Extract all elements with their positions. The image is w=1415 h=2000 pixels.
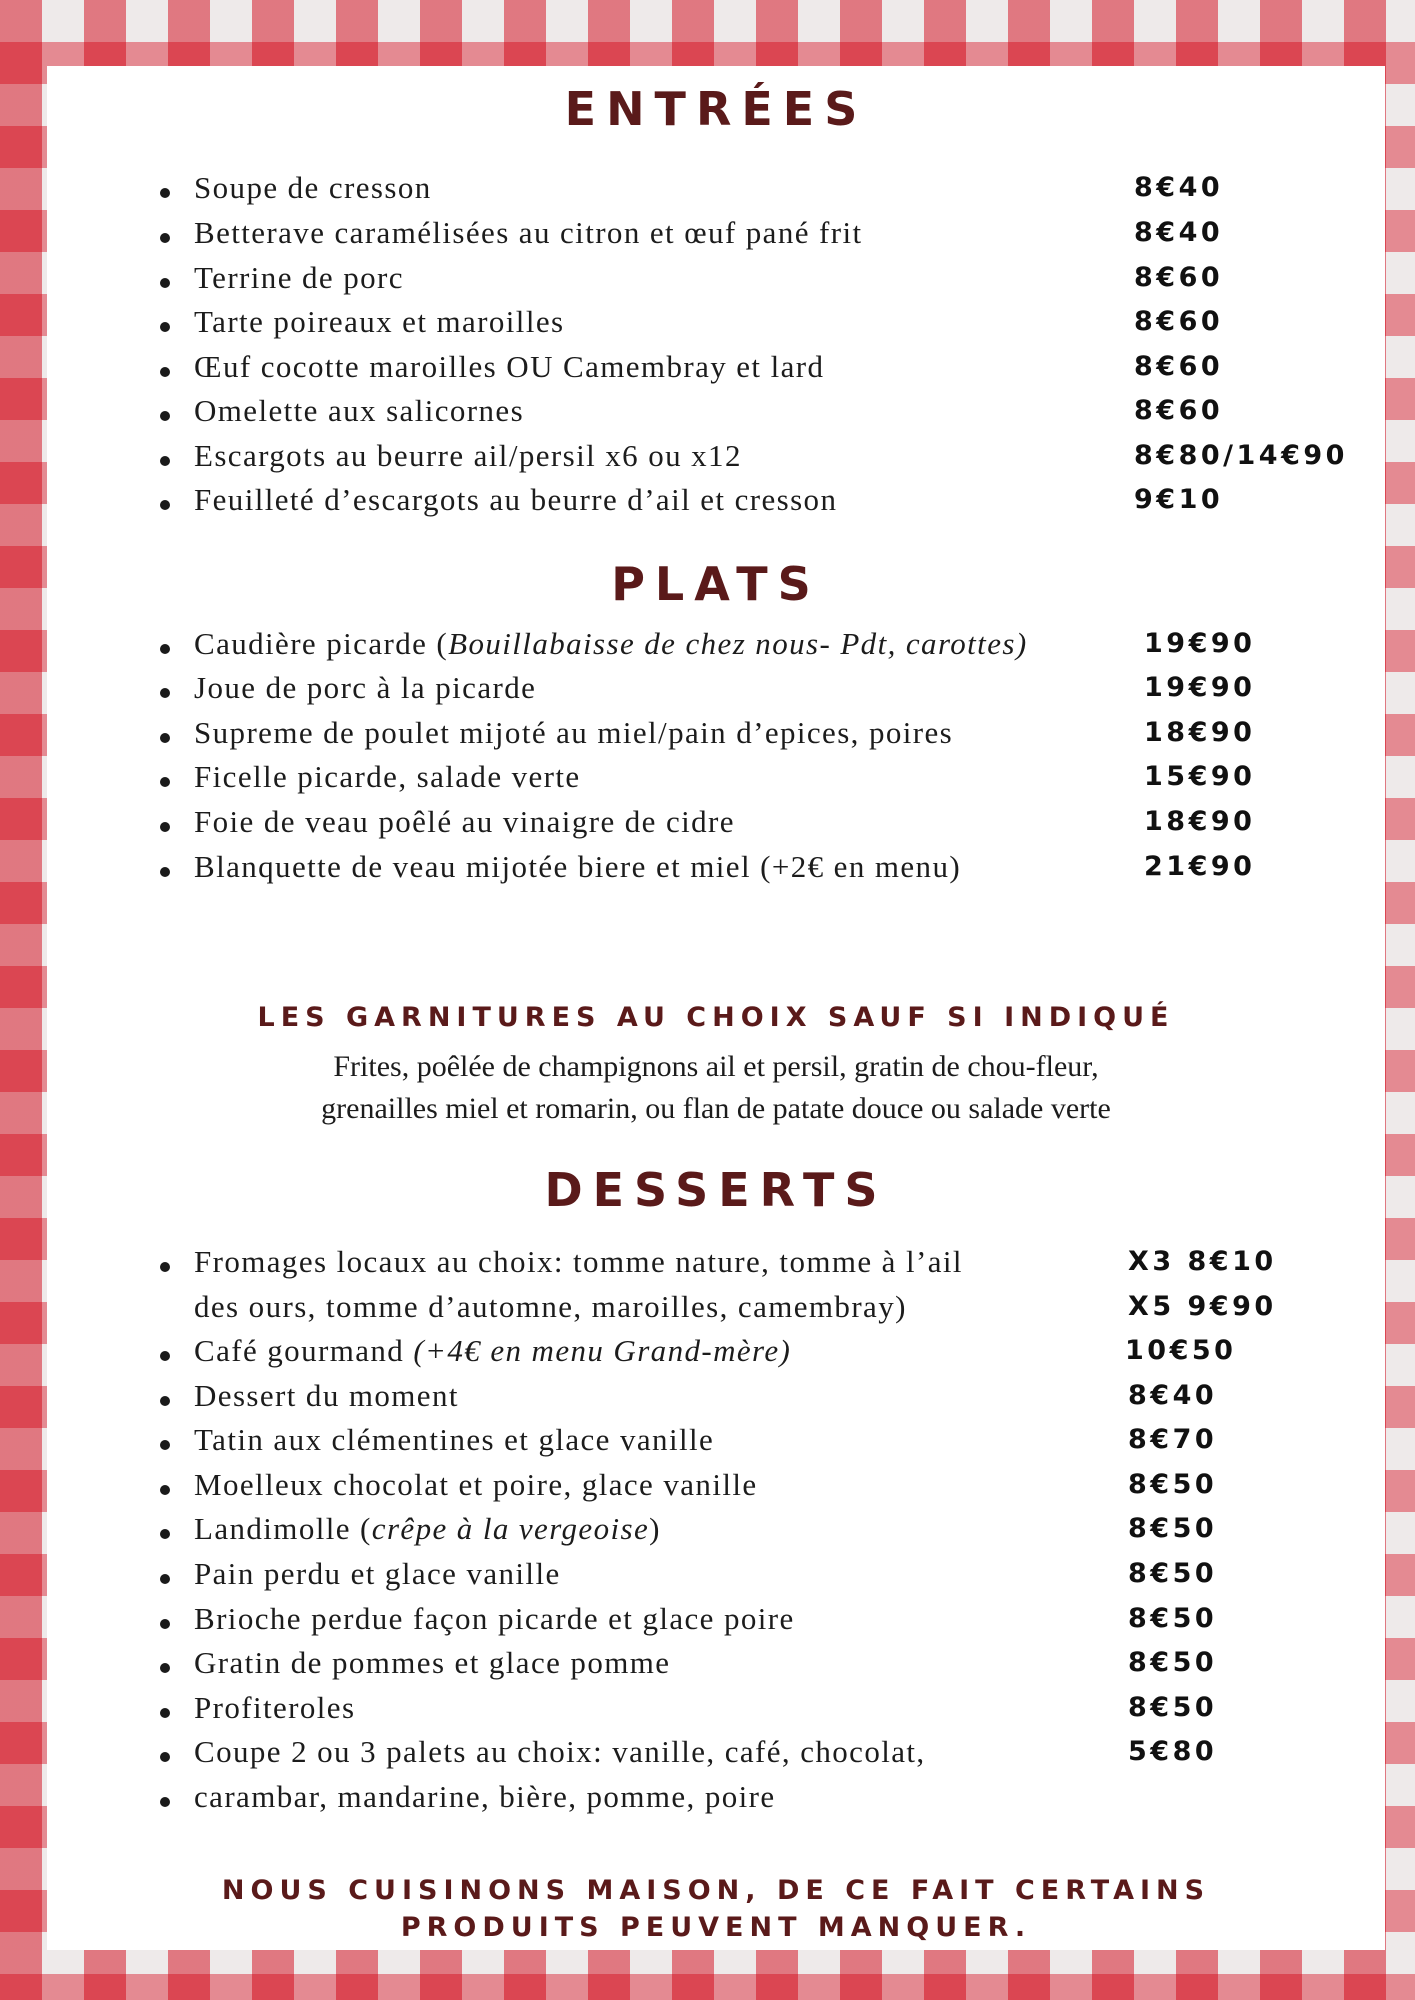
bullet-icon	[160, 1396, 170, 1406]
dish-name: Betterave caramélisées au citron et œuf pané frit	[194, 215, 863, 250]
dish-name: Moelleux chocolat et poire, glace vanille	[194, 1467, 758, 1502]
dish-price: 8€40	[1134, 217, 1224, 248]
dish-price: 19€90	[1144, 628, 1256, 659]
bullet-icon	[160, 822, 170, 832]
footer-note: PRODUITS PEUVENT MANQUER.	[400, 1912, 1032, 1943]
bullet-icon	[160, 367, 170, 377]
dish-name: Blanquette de veau mijotée biere et miel (+2€ en menu)	[194, 849, 962, 884]
footer-note: NOUS CUISINONS MAISON, DE CE FAIT CERTAINS	[221, 1875, 1211, 1906]
dish-name: Omelette aux salicornes	[194, 393, 525, 428]
dish-name: Foie de veau poêlé au vinaigre de cidre	[194, 804, 735, 839]
dish-price: 8€50	[1128, 1647, 1218, 1678]
bullet-icon	[160, 1663, 170, 1673]
bullet-icon	[160, 233, 170, 243]
bullet-icon	[160, 1440, 170, 1450]
dish-name: Supreme de poulet mijoté au miel/pain d’epices, poires	[194, 715, 954, 750]
dish-price: 18€90	[1144, 717, 1256, 748]
dish-price: 8€50	[1128, 1513, 1218, 1544]
dish-price: 8€40	[1128, 1380, 1218, 1411]
bullet-icon	[160, 1752, 170, 1762]
dish-price: 8€60	[1134, 262, 1224, 293]
dish-price: 10€50	[1125, 1335, 1237, 1366]
dish-price: 9€10	[1134, 484, 1224, 515]
dish-price: 8€60	[1134, 351, 1224, 382]
bullet-icon	[160, 1485, 170, 1495]
bullet-icon	[160, 733, 170, 743]
bullet-icon	[160, 1351, 170, 1361]
bullet-icon	[160, 278, 170, 288]
dish-name-continued: des ours, tomme d’automne, maroilles, camembray)	[194, 1289, 907, 1324]
dish-price: 5€80	[1128, 1736, 1218, 1767]
dish-name: Gratin de pommes et glace pomme	[194, 1645, 671, 1680]
dish-price: 8€80/14€90	[1134, 440, 1348, 471]
dish-name: carambar, mandarine, bière, pomme, poire	[194, 1779, 776, 1814]
dish-price: 21€90	[1144, 851, 1256, 882]
dish-name: Fromages locaux au choix: tomme nature, tomme à l’ail	[194, 1244, 963, 1279]
dish-name: Feuilleté d’escargots au beurre d’ail et cresson	[194, 482, 838, 517]
dish-price: 8€40	[1134, 172, 1224, 203]
dish-price: 18€90	[1144, 806, 1256, 837]
bullet-icon	[160, 867, 170, 877]
garnitures-line: grenailles miel et romarin, ou flan de patate douce ou salade verte	[321, 1092, 1111, 1125]
bullet-icon	[160, 456, 170, 466]
section-title-desserts: DESSERTS	[544, 1163, 888, 1217]
section-title-plats: PLATS	[611, 557, 821, 611]
bullet-icon	[160, 1574, 170, 1584]
dish-name: Œuf cocotte maroilles OU Camembray et lard	[194, 349, 825, 384]
dish-name: Caudière picarde (Bouillabaisse de chez nous- Pdt, carottes)	[194, 626, 1028, 661]
dish-name: Soupe de cresson	[194, 170, 432, 205]
section-title-entrees: ENTRÉES	[564, 82, 868, 136]
dish-name: Coupe 2 ou 3 palets au choix: vanille, café, chocolat,	[194, 1734, 926, 1769]
dish-name: Terrine de porc	[194, 260, 404, 295]
garnitures-title: LES GARNITURES AU CHOIX SAUF SI INDIQUÉ	[257, 1002, 1175, 1033]
dish-price: 15€90	[1144, 761, 1256, 792]
bullet-icon	[160, 1797, 170, 1807]
garnitures-line: Frites, poêlée de champignons ail et persil, gratin de chou-fleur,	[333, 1050, 1099, 1083]
dish-price: X3 8€10	[1128, 1246, 1277, 1277]
dish-name: Ficelle picarde, salade verte	[194, 759, 581, 794]
dish-name: Dessert du moment	[194, 1378, 459, 1413]
dish-price: X5 9€90	[1128, 1291, 1277, 1322]
bullet-icon	[160, 1529, 170, 1539]
bullet-icon	[160, 322, 170, 332]
dish-price: 19€90	[1144, 672, 1256, 703]
dish-name: Escargots au beurre ail/persil x6 ou x12	[194, 438, 742, 473]
menu-card	[47, 66, 1385, 1950]
bullet-icon	[160, 188, 170, 198]
dish-price: 8€70	[1128, 1424, 1218, 1455]
bullet-icon	[160, 1262, 170, 1272]
bullet-icon	[160, 1708, 170, 1718]
dish-name: Profiteroles	[194, 1690, 356, 1725]
dish-price: 8€60	[1134, 395, 1224, 426]
bullet-icon	[160, 500, 170, 510]
dish-price: 8€50	[1128, 1469, 1218, 1500]
bullet-icon	[160, 777, 170, 787]
dish-name: Pain perdu et glace vanille	[194, 1556, 561, 1591]
dish-price: 8€60	[1134, 306, 1224, 337]
dish-name: Tatin aux clémentines et glace vanille	[194, 1422, 715, 1457]
bullet-icon	[160, 411, 170, 421]
bullet-icon	[160, 1619, 170, 1629]
dish-price: 8€50	[1128, 1692, 1218, 1723]
dish-name: Joue de porc à la picarde	[194, 670, 537, 705]
dish-name: Landimolle (crêpe à la vergeoise)	[194, 1511, 661, 1546]
dish-name: Brioche perdue façon picarde et glace poire	[194, 1601, 795, 1636]
bullet-icon	[160, 644, 170, 654]
dish-name: Tarte poireaux et maroilles	[194, 304, 565, 339]
dish-name: Café gourmand (+4€ en menu Grand-mère)	[194, 1333, 792, 1368]
dish-price: 8€50	[1128, 1603, 1218, 1634]
bullet-icon	[160, 688, 170, 698]
dish-price: 8€50	[1128, 1558, 1218, 1589]
